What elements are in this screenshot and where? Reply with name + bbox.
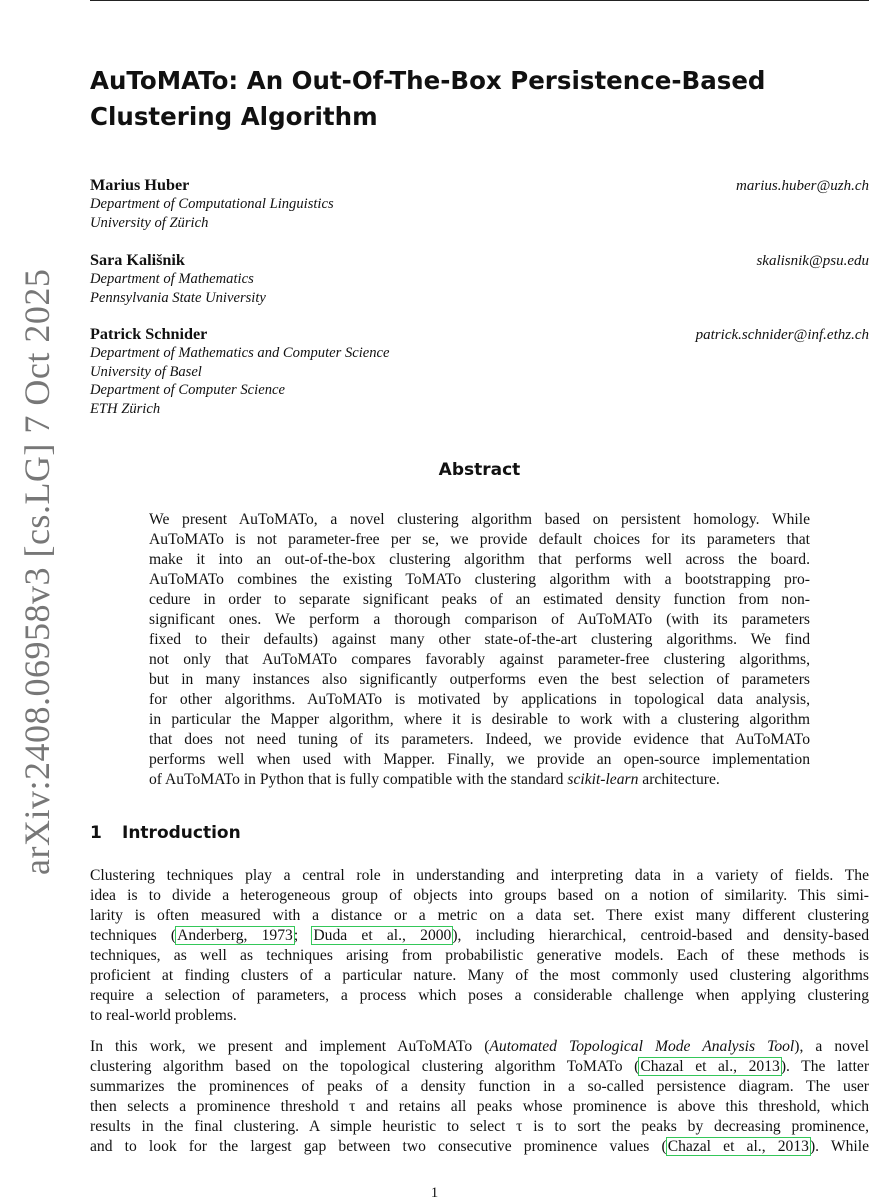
body-line: techniques, as well as techniques arising from probabilistic generative models. Each of these methods is: [90, 947, 869, 964]
body-line: idea is to divide a heterogeneous group of objects into groups based on a notion of similarity. This simi-: [90, 887, 869, 904]
author-email: marius.huber@uzh.ch: [736, 178, 869, 194]
section-title: Introduction: [122, 823, 241, 843]
abstract-line: for other algorithms. AuToMATo is motivated by applications in topological data analysis,: [149, 691, 810, 708]
author-email: skalisnik@psu.edu: [756, 253, 869, 269]
body-line: [90, 926, 869, 946]
body-text: clustering algorithm based on the topological clustering algorithm ToMATo (: [90, 1058, 640, 1075]
citation-link[interactable]: Chazal et al., 2013: [640, 1058, 780, 1075]
paper-title: AuToMATo: An Out-Of-The-Box Persistence-Based Clustering Algorithm: [90, 66, 766, 131]
author-affiliation: Pennsylvania State University: [90, 289, 266, 306]
body-text: and to look for the largest gap between two consecutive prominence values (: [90, 1138, 667, 1155]
abstract-line: fixed to their defaults) against many other state-of-the-art clustering algorithms. We find: [149, 631, 810, 648]
body-text: ). The latter: [780, 1058, 869, 1075]
abstract-emphasis: scikit-learn: [567, 771, 639, 788]
abstract-line: that does not need tuning of its parameters. Indeed, we provide evidence that AuToMATo: [149, 731, 810, 748]
abstract-text: architecture.: [638, 771, 720, 788]
top-rule: [90, 0, 869, 1]
abstract-line: cedure in order to separate significant peaks of an estimated density function from non-: [149, 591, 810, 608]
body-line: [90, 1037, 869, 1057]
author-block-schnider: [90, 325, 869, 418]
author-name: Sara Kališnik: [90, 251, 185, 269]
body-line: Clustering techniques play a central role in understanding and interpreting data in a variety of fields. The: [90, 867, 869, 884]
abstract-line: We present AuToMATo, a novel clustering algorithm based on persistent homology. While: [149, 511, 810, 528]
author-affiliation: University of Zürich: [90, 214, 209, 231]
citation-link[interactable]: Chazal et al., 2013: [667, 1138, 809, 1155]
arxiv-identifier-stamp: arXiv:2408.06958v3 [cs.LG] 7 Oct 2025: [17, 268, 57, 875]
abstract-line: AuToMATo combines the existing ToMATo clustering algorithm with a bootstrapping pro-: [149, 571, 810, 588]
body-line: [90, 1057, 869, 1077]
section-heading-introduction: [90, 823, 241, 843]
author-affiliation: University of Basel: [90, 363, 202, 380]
section-number: 1: [90, 823, 102, 843]
body-line: then selects a prominence threshold τ and retains all peaks whose prominence is above this threshold, which: [90, 1098, 869, 1115]
body-text: techniques (: [90, 927, 177, 944]
author-affiliation: ETH Zürich: [90, 400, 161, 417]
body-emphasis: Automated Topological Mode Analysis Tool: [489, 1038, 795, 1055]
author-name: Patrick Schnider: [90, 325, 208, 343]
author-affiliation: Department of Mathematics and Computer Science: [90, 345, 390, 361]
body-text: ;: [293, 927, 313, 944]
author-affiliation: Department of Mathematics: [90, 271, 254, 287]
body-line: [90, 1137, 869, 1157]
body-line: to real-world problems.: [90, 1007, 237, 1024]
abstract-line: AuToMATo is not parameter-free per se, we provide default choices for its parameters that: [149, 531, 810, 548]
body-line: proficient at finding clusters of a particular nature. Many of the most commonly used clustering algorithms: [90, 967, 869, 984]
page-number: 1: [430, 1185, 439, 1201]
citation-link[interactable]: Anderberg, 1973: [177, 927, 293, 944]
citation-link[interactable]: Duda et al., 2000: [313, 927, 452, 944]
body-line: require a selection of parameters, a process which poses a considerable challenge when applying clustering: [90, 987, 869, 1004]
body-text: ). While: [809, 1138, 869, 1155]
abstract-line: in particular the Mapper algorithm, where it is desirable to work with a clustering algorithm: [149, 711, 810, 728]
author-affiliation: Department of Computer Science: [90, 382, 285, 398]
body-line: summarizes the prominences of peaks of a density function in a so-called persistence diagram. The user: [90, 1078, 869, 1095]
body-text: In this work, we present and implement AuToMATo (: [90, 1038, 490, 1055]
body-text: ), a novel: [794, 1038, 869, 1055]
abstract-line: but in many instances also significantly outperforms even the best selection of parameters: [149, 671, 810, 688]
body-line: results in the final clustering. A simple heuristic to select τ is to sort the peaks by decreasing prominence,: [90, 1118, 869, 1135]
author-block-kalisnik: [90, 251, 869, 307]
body-line: larity is often measured with a distance or a metric on a data set. There exist many different clustering: [90, 907, 869, 924]
author-block-huber: [90, 176, 869, 232]
abstract-line: performs well when used with Mapper. Finally, we provide an open-source implementation: [149, 751, 810, 768]
author-email: patrick.schnider@inf.ethz.ch: [695, 327, 869, 343]
abstract-line: significant ones. We perform a thorough comparison of AuToMATo (with its parameters: [149, 611, 810, 628]
body-text: ), including hierarchical, centroid-based and density-based: [452, 927, 869, 944]
abstract-line: not only that AuToMATo compares favorably against parameter-free clustering algorithms,: [149, 651, 810, 668]
abstract-heading: Abstract: [438, 460, 521, 480]
abstract-text: of AuToMATo in Python that is fully compatible with the standard: [149, 771, 568, 788]
abstract-line: make it into an out-of-the-box clustering algorithm that performs well across the board.: [149, 551, 810, 568]
author-affiliation: Department of Computational Linguistics: [90, 196, 334, 212]
abstract-line: [149, 770, 810, 790]
author-name: Marius Huber: [90, 176, 190, 194]
